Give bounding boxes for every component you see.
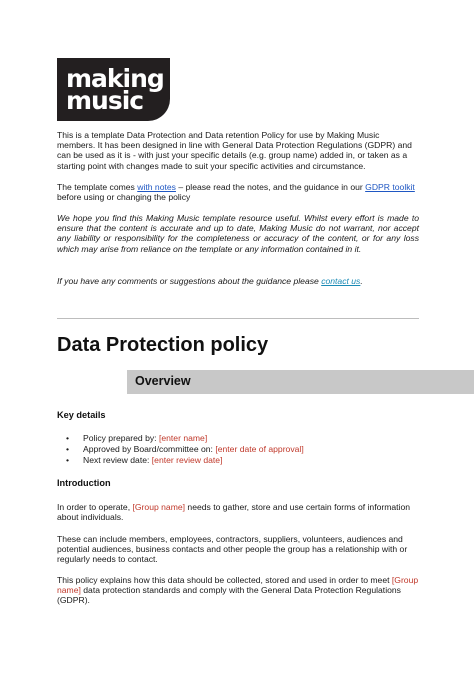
- intro-text: In order to operate,: [57, 502, 133, 512]
- intro-p2-text-start: The template comes: [57, 182, 138, 192]
- contact-us-link[interactable]: contact us: [321, 276, 361, 286]
- bullet-icon: •: [66, 433, 70, 443]
- intro-text: This policy explains how this data should be collected, stored and used in order to meet: [57, 575, 392, 585]
- list-item: [57, 433, 419, 444]
- bullet-icon: •: [66, 444, 70, 454]
- gdpr-toolkit-link[interactable]: GDPR toolkit: [365, 182, 415, 192]
- intro-paragraph-2: [57, 182, 419, 202]
- detail-placeholder: [enter review date]: [151, 455, 223, 465]
- logo-line-1: making: [66, 64, 164, 93]
- detail-label: Policy prepared by:: [83, 433, 159, 443]
- overview-heading: Overview: [135, 374, 191, 388]
- contact-text: If you have any comments or suggestions about the guidance please: [57, 276, 322, 286]
- disclaimer-paragraph: We hope you find this Making Music template resource useful. Whilst every effort is made to ensure that the content is accurate and up to date, Making Music do not warrant, nor accept any liability or responsibility for the completeness or accuracy of the content, or for any loss which may arise from reliance on the template or any information contained in it.: [57, 213, 419, 254]
- logo-line-2: music: [66, 86, 144, 115]
- detail-placeholder: [enter date of approval]: [215, 444, 304, 454]
- contact-paragraph: [57, 276, 419, 286]
- key-details-list: [57, 433, 419, 466]
- introduction-paragraph-3: [57, 575, 419, 606]
- introduction-paragraph-2: These can include members, employees, contractors, suppliers, volunteers, audiences and potential audiences, business contacts and other people the group has a relationship with or regularly needs to contact.: [57, 534, 408, 565]
- group-name-placeholder: [Group name]: [57, 575, 419, 596]
- making-music-logo: [57, 58, 170, 121]
- detail-label: Approved by Board/committee on:: [83, 444, 216, 454]
- detail-placeholder: [enter name]: [158, 433, 208, 443]
- detail-label: Next review date:: [83, 455, 152, 465]
- group-name-placeholder: [Group name]: [132, 502, 186, 512]
- intro-text: data protection standards and comply with the General Data Protection Regulations (GDPR).: [57, 585, 401, 606]
- intro-p2-text-middle: – please read the notes, and the guidance in our: [175, 182, 366, 192]
- intro-paragraph-1: This is a template Data Protection and Data retention Policy for use by Making Music members. It has been designed in line with General Data Protection Regulations (GDPR) and can be used as it is - with just your specific details (e.g. group name) added in, or taken as a starting point with changes made to suit your specific activities and circumstance.: [57, 130, 412, 171]
- intro-p2-text-end: before using or changing the policy: [57, 192, 191, 203]
- introduction-paragraph-1: [57, 502, 419, 522]
- list-item: [57, 444, 419, 455]
- introduction-heading: Introduction: [57, 478, 111, 488]
- document-title: Data Protection policy: [57, 334, 269, 356]
- with-notes-link[interactable]: with notes: [137, 182, 176, 192]
- overview-section-bar: [127, 370, 474, 394]
- key-details-heading: Key details: [57, 410, 106, 420]
- intro-text: needs to gather, store and use certain forms of information about individuals.: [57, 502, 411, 523]
- contact-text-end: .: [360, 276, 363, 286]
- list-item: [57, 455, 419, 466]
- section-divider: [57, 318, 419, 319]
- bullet-icon: •: [66, 455, 70, 465]
